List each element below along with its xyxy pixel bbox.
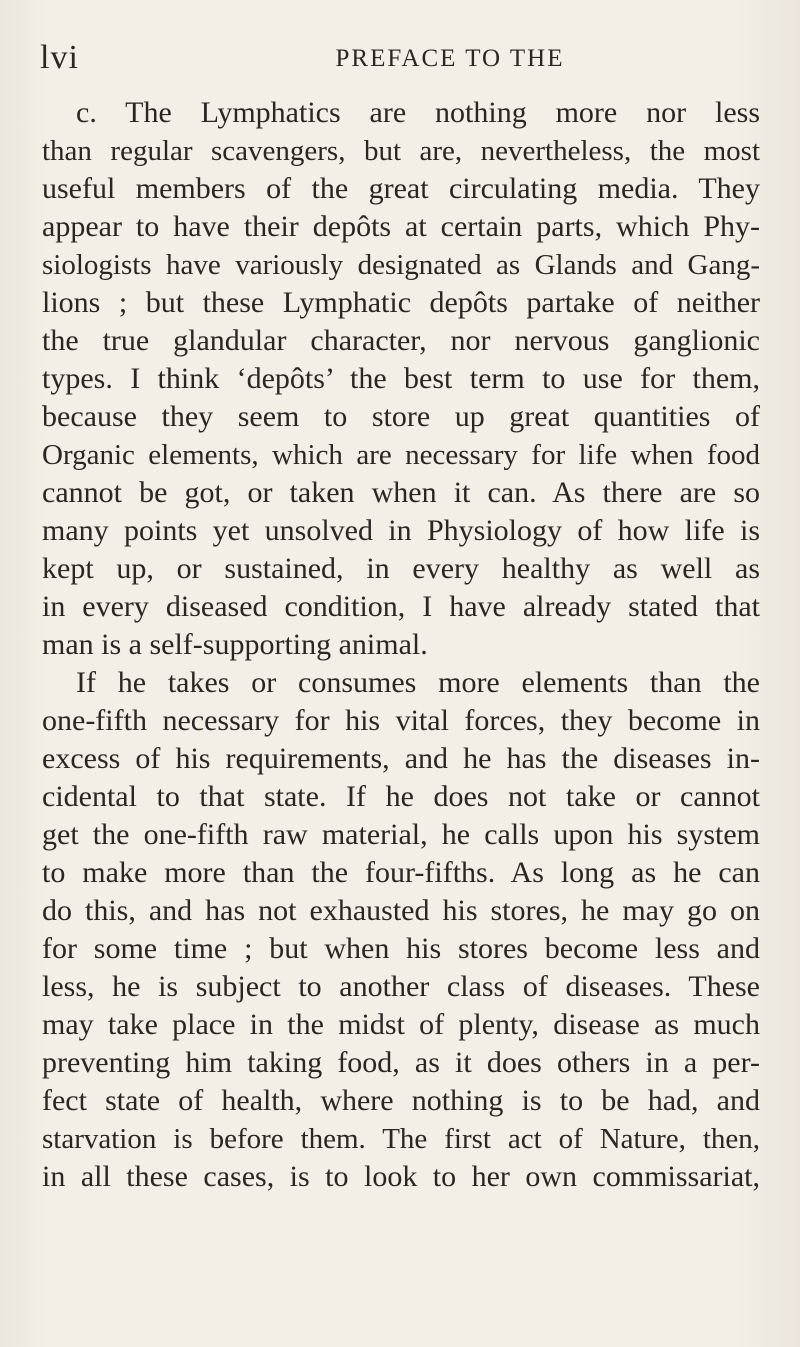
text-line: c. The Lymphatics are nothing more nor less	[76, 96, 760, 129]
text-line: cidental to that state. If he does not take or cannot	[42, 780, 760, 813]
text-line: for some time ; but when his stores become less and	[42, 932, 760, 965]
text-line: one-fifth necessary for his vital forces, they become in	[42, 704, 760, 737]
text-line: fect state of health, where nothing is to be had, and	[42, 1084, 760, 1117]
page-header	[40, 38, 760, 78]
text-line: lions ; but these Lymphatic depôts partake of neither	[42, 286, 760, 319]
text-line: in all these cases, is to look to her own commissariat,	[42, 1160, 760, 1193]
body-text	[42, 94, 760, 1196]
text-line: do this, and has not exhausted his stores, he may go on	[42, 894, 760, 927]
text-line: preventing him taking food, as it does others in a per-	[42, 1046, 760, 1079]
text-line: many points yet unsolved in Physiology of how life is	[42, 514, 760, 547]
text-line: to make more than the four-fifths. As long as he can	[42, 856, 760, 889]
text-line: If he takes or consumes more elements than the	[76, 666, 760, 699]
text-line: kept up, or sustained, in every healthy as well as	[42, 552, 760, 585]
text-line: than regular scavengers, but are, nevertheless, the most	[42, 135, 760, 167]
text-line: in every diseased condition, I have already stated that	[42, 590, 760, 623]
text-line: get the one-fifth raw material, he calls upon his system	[42, 818, 760, 851]
text-line: may take place in the midst of plenty, disease as much	[42, 1008, 760, 1041]
text-line: man is a self-supporting animal.	[42, 628, 428, 661]
text-line: the true glandular character, nor nervous ganglionic	[42, 324, 760, 357]
text-line: cannot be got, or taken when it can. As there are so	[42, 476, 760, 509]
page-number: lvi	[40, 39, 79, 76]
running-head: PREFACE TO THE	[335, 45, 565, 72]
text-line: Organic elements, which are necessary for life when food	[42, 439, 760, 471]
text-line: excess of his requirements, and he has the diseases in-	[42, 742, 760, 775]
text-line: because they seem to store up great quantities of	[42, 400, 760, 433]
text-line: less, he is subject to another class of diseases. These	[42, 970, 760, 1003]
text-line: starvation is before them. The first act of Nature, then,	[42, 1123, 760, 1155]
text-line: types. I think ‘depôts’ the best term to use for them,	[42, 362, 760, 395]
text-line: siologists have variously designated as Glands and Gang-	[42, 249, 760, 281]
text-line: useful members of the great circulating media. They	[42, 172, 760, 205]
text-line: appear to have their depôts at certain parts, which Phy-	[42, 210, 760, 243]
